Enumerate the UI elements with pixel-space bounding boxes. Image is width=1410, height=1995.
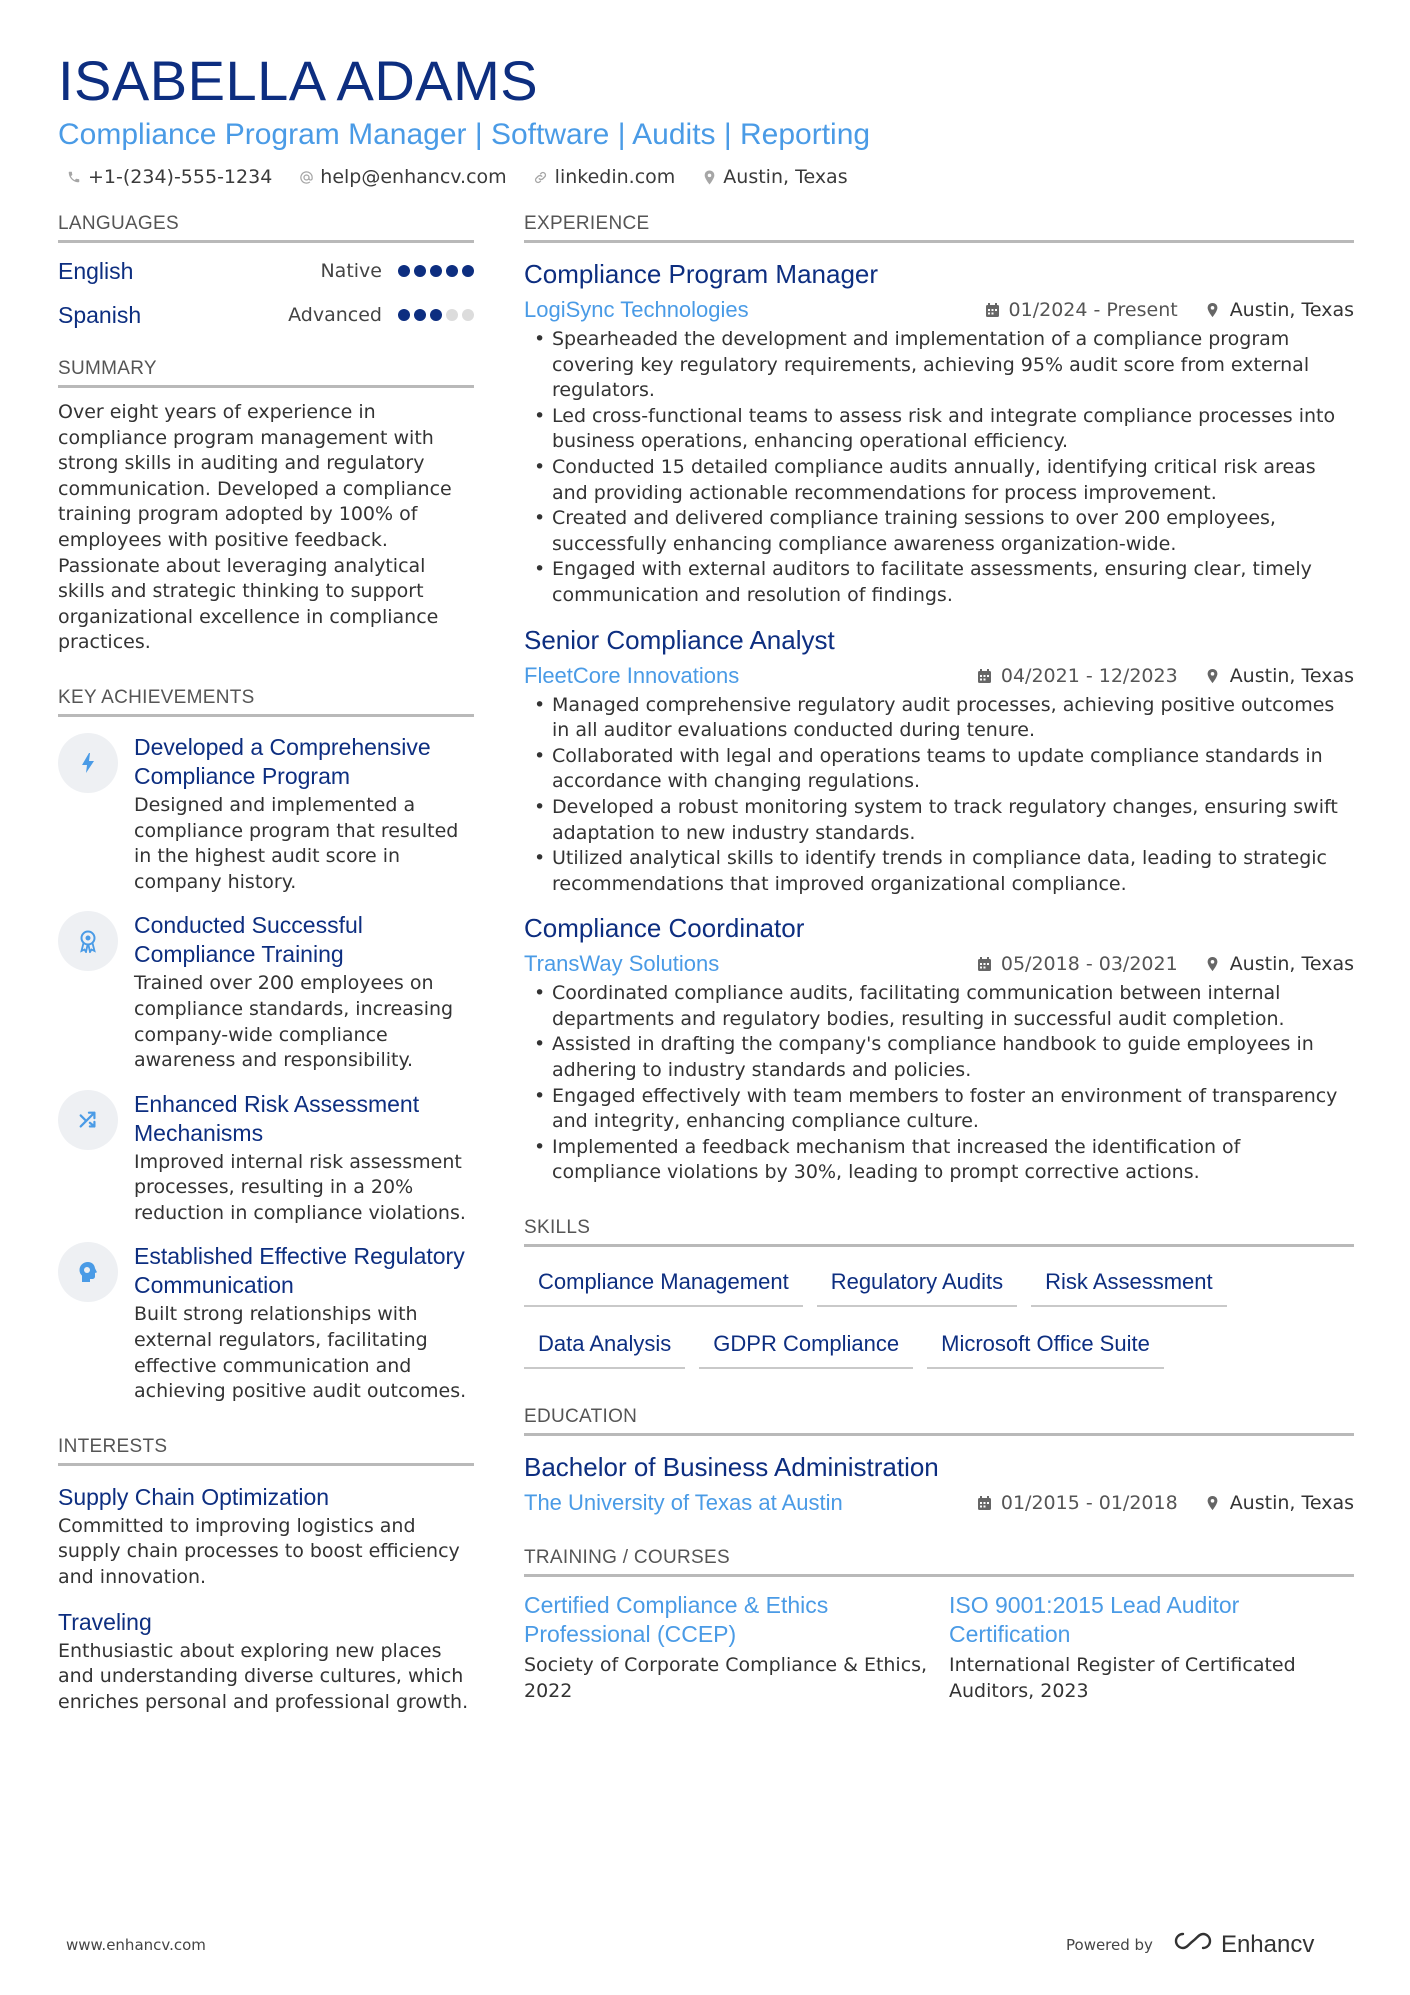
brand-name: Enhancv	[1220, 1930, 1315, 1958]
job-dates	[977, 665, 1178, 687]
education-dates-text: 01/2015 - 01/2018	[1000, 1492, 1178, 1515]
map-pin-icon	[1206, 302, 1222, 318]
education-location-text: Austin, Texas	[1229, 1492, 1354, 1515]
contact-linkedin[interactable]	[533, 166, 676, 188]
rating-dot-filled	[414, 309, 426, 321]
interest-title: Supply Chain Optimization	[58, 1483, 330, 1510]
head-brain-icon	[58, 1242, 118, 1302]
interest-item	[58, 1607, 474, 1716]
education-location	[1206, 1492, 1354, 1514]
candidate-headline: Compliance Program Manager | Software | Audits | Reporting	[58, 118, 871, 151]
job-bullets	[524, 327, 1354, 609]
calendar-icon	[977, 956, 993, 972]
achievement-title: Conducted Successful Compliance Training	[134, 912, 363, 968]
powered-by-label: Powered by	[1066, 1935, 1153, 1954]
calendar-icon	[977, 1495, 993, 1511]
calendar-icon	[985, 302, 1001, 318]
achievement-desc: Trained over 200 employees on compliance standards, increasing company-wide compliance awareness and responsibility.	[134, 972, 454, 1072]
brand-logo[interactable]	[1173, 1930, 1314, 1959]
resume-header	[58, 48, 1358, 188]
experience-item	[524, 911, 1354, 1186]
rating-dot-filled	[414, 265, 426, 277]
job-location-text: Austin, Texas	[1229, 664, 1354, 687]
language-item	[58, 249, 474, 293]
job-bullet: • Collaborated with legal and operations teams to update compliance standards in accordance with changing regulations.	[524, 744, 1354, 795]
rating-dot-filled	[398, 265, 410, 277]
job-bullet: • Engaged effectively with team members to foster an environment of transparency and integrity, enhancing compliance culture.	[524, 1084, 1354, 1135]
achievements-heading: KEY ACHIEVEMENTS	[58, 686, 474, 717]
achievement-title: Established Effective Regulatory Communication	[134, 1243, 465, 1299]
job-location-text: Austin, Texas	[1229, 299, 1354, 321]
interest-item	[58, 1482, 474, 1591]
right-column	[524, 212, 1354, 1704]
job-meta	[524, 661, 1354, 691]
job-location	[1206, 953, 1354, 975]
map-pin-icon	[701, 169, 717, 185]
enhancv-logo-icon	[1173, 1930, 1213, 1959]
skills-heading: SKILLS	[524, 1216, 1354, 1247]
language-name: Spanish	[58, 301, 142, 328]
footer-branding	[1066, 1930, 1314, 1959]
award-ribbon-icon	[58, 911, 118, 971]
job-dates	[977, 953, 1178, 975]
shuffle-arrows-icon	[58, 1090, 118, 1150]
summary-heading: SUMMARY	[58, 357, 474, 388]
education-meta	[524, 1488, 1354, 1518]
skills-list	[524, 1261, 1354, 1369]
rating-dot-empty	[446, 309, 458, 321]
skill-tag: Regulatory Audits	[817, 1261, 1017, 1307]
map-pin-icon	[1206, 956, 1222, 972]
language-rating	[398, 309, 474, 321]
job-location	[1206, 299, 1354, 321]
job-bullet: • Assisted in drafting the company's compliance handbook to guide employees in adhering to industry standards and policies.	[524, 1032, 1354, 1083]
training-heading: TRAINING / COURSES	[524, 1546, 1354, 1577]
skill-tag: Risk Assessment	[1031, 1261, 1227, 1307]
contact-location-text: Austin, Texas	[723, 166, 848, 188]
education-heading: EDUCATION	[524, 1405, 1354, 1436]
rating-dot-filled	[430, 265, 442, 277]
job-bullet: • Managed comprehensive regulatory audit processes, achieving positive outcomes in all auditor evaluations conducted during tenure.	[524, 693, 1354, 744]
courses-list	[524, 1591, 1354, 1704]
job-title: Compliance Program Manager	[524, 259, 879, 289]
rating-dot-filled	[446, 265, 458, 277]
contact-bar	[58, 166, 1358, 188]
language-name: English	[58, 257, 134, 284]
summary-text: Over eight years of experience in compliance program management with strong skills in auditing and regulatory communication. Developed a compliance training program adopted by 100% of employees with positive feedback. Passionate about leveraging analytical skills and strategic thinking to support organizational excellence in compliance practices.	[58, 401, 452, 654]
language-rating	[398, 265, 474, 277]
contact-email-text[interactable]: help@enhancv.com	[320, 166, 507, 188]
job-meta	[524, 295, 1354, 325]
experience-heading: EXPERIENCE	[524, 212, 1354, 243]
skill-tag: Microsoft Office Suite	[927, 1323, 1164, 1369]
course-desc: Society of Corporate Compliance & Ethics, 2022	[524, 1654, 928, 1702]
job-dates-text: 05/2018 - 03/2021	[1000, 953, 1178, 976]
skill-tag: Compliance Management	[524, 1261, 803, 1307]
calendar-icon	[977, 668, 993, 684]
course-item	[949, 1591, 1354, 1704]
contact-phone	[66, 166, 272, 188]
language-level: Advanced	[288, 304, 382, 326]
rating-dot-filled	[398, 309, 410, 321]
job-bullets	[524, 981, 1354, 1186]
job-bullet: • Implemented a feedback mechanism that increased the identification of compliance violations by 30%, leading to prompt corrective actions.	[524, 1135, 1354, 1186]
education-item	[524, 1450, 1354, 1518]
job-dates-text: 01/2024 - Present	[1008, 299, 1178, 321]
job-meta	[524, 949, 1354, 979]
skill-tag: GDPR Compliance	[699, 1323, 913, 1369]
interest-desc: Committed to improving logistics and supply chain processes to boost efficiency and innovation.	[58, 1514, 460, 1589]
experience-item	[524, 623, 1354, 898]
languages-heading: LANGUAGES	[58, 212, 474, 243]
candidate-name: ISABELLA ADAMS	[58, 49, 539, 112]
achievement-item	[58, 1090, 474, 1227]
job-bullet: • Coordinated compliance audits, facilitating communication between internal departments and regulatory bodies, resulting in successful audit completion.	[524, 981, 1354, 1032]
language-item	[58, 293, 474, 337]
achievement-item	[58, 911, 474, 1073]
course-title: ISO 9001:2015 Lead Auditor Certification	[949, 1592, 1240, 1648]
course-item	[524, 1591, 929, 1704]
job-company: FleetCore Innovations	[524, 662, 740, 688]
job-bullet: • Led cross-functional teams to assess risk and integrate compliance processes into business operations, enhancing operational efficiency.	[524, 404, 1354, 455]
job-bullet: • Created and delivered compliance training sessions to over 200 employees, successfully enhancing compliance awareness organization-wide.	[524, 506, 1354, 557]
course-title: Certified Compliance & Ethics Professional (CCEP)	[524, 1592, 829, 1648]
job-bullet: • Developed a robust monitoring system to track regulatory changes, ensuring swift adaptation to new industry standards.	[524, 795, 1354, 846]
job-bullet: • Engaged with external auditors to facilitate assessments, ensuring clear, timely communication and resolution of findings.	[524, 557, 1354, 608]
course-desc: International Register of Certificated Auditors, 2023	[949, 1654, 1296, 1702]
interest-desc: Enthusiastic about exploring new places and understanding diverse cultures, which enriches personal and professional growth.	[58, 1639, 469, 1713]
achievement-desc: Built strong relationships with external regulators, facilitating effective communication and achieving positive audit outcomes.	[134, 1303, 467, 1403]
contact-linkedin-text[interactable]: linkedin.com	[554, 166, 676, 188]
achievement-title: Developed a Comprehensive Compliance Program	[134, 733, 431, 789]
achievement-item	[58, 733, 474, 895]
languages-list	[58, 249, 474, 337]
job-location-text: Austin, Texas	[1229, 953, 1354, 976]
contact-email[interactable]	[298, 166, 506, 188]
contact-phone-text: +1-(234)-555-1234	[88, 166, 273, 188]
job-company: LogiSync Technologies	[524, 297, 749, 322]
job-bullet: • Utilized analytical skills to identify trends in compliance data, leading to strategic recommendations that improved organizational compliance.	[524, 846, 1354, 897]
job-title: Senior Compliance Analyst	[524, 624, 835, 655]
education-dates	[977, 1492, 1178, 1514]
experience-item	[524, 257, 1354, 609]
at-sign-icon	[298, 169, 314, 185]
achievement-desc: Improved internal risk assessment processes, resulting in a 20% reduction in compliance violations.	[134, 1150, 466, 1224]
interests-heading: INTERESTS	[58, 1435, 474, 1466]
language-level: Native	[320, 260, 382, 282]
bolt-icon	[58, 733, 118, 793]
footer-website[interactable]: www.enhancv.com	[66, 1936, 206, 1954]
left-column	[58, 212, 474, 1715]
link-icon	[533, 169, 549, 185]
job-bullet: • Conducted 15 detailed compliance audits annually, identifying critical risk areas and providing actionable recommendations for process improvement.	[524, 455, 1354, 506]
phone-icon	[66, 169, 82, 185]
achievement-desc: Designed and implemented a compliance program that resulted in the highest audit score in company history.	[134, 793, 459, 893]
interest-title: Traveling	[58, 1608, 152, 1635]
achievement-item	[58, 1242, 474, 1404]
contact-location	[701, 166, 847, 188]
job-title: Compliance Coordinator	[524, 913, 805, 944]
job-company: TransWay Solutions	[524, 951, 720, 977]
job-bullet: • Spearheaded the development and implementation of a compliance program covering key regulatory requirements, achieving 95% audit score from external regulators.	[524, 327, 1354, 404]
job-dates-text: 04/2021 - 12/2023	[1000, 664, 1178, 687]
achievement-title: Enhanced Risk Assessment Mechanisms	[134, 1090, 420, 1146]
rating-dot-filled	[430, 309, 442, 321]
rating-dot-empty	[462, 309, 474, 321]
degree-title: Bachelor of Business Administration	[524, 1452, 939, 1483]
job-bullets	[524, 693, 1354, 898]
map-pin-icon	[1206, 668, 1222, 684]
skill-tag: Data Analysis	[524, 1323, 685, 1369]
job-dates	[985, 299, 1178, 321]
job-location	[1206, 665, 1354, 687]
map-pin-icon	[1206, 1495, 1222, 1511]
rating-dot-filled	[462, 265, 474, 277]
school-name: The University of Texas at Austin	[524, 1490, 843, 1516]
